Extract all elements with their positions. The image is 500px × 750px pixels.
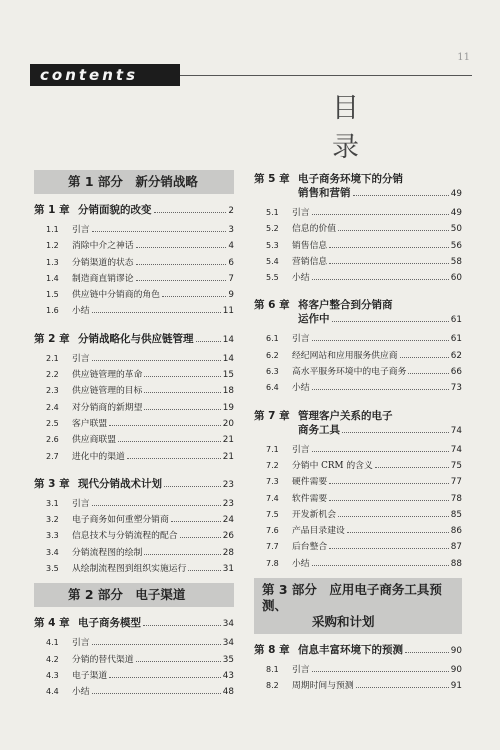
dot-leader <box>329 483 449 484</box>
section-number: 5.3 <box>266 240 279 250</box>
dot-leader <box>329 263 449 264</box>
toc-section-row[interactable] <box>254 662 462 678</box>
section-title: 软件需要 <box>292 493 328 504</box>
chapter-page: 74 <box>450 425 462 436</box>
section-number: 6.1 <box>266 334 279 344</box>
chapter-heading[interactable] <box>254 643 462 658</box>
chapter-heading[interactable] <box>34 203 234 218</box>
section-list <box>254 205 462 286</box>
section-title: 开发新机会 <box>292 509 336 520</box>
toc-section-row[interactable] <box>34 222 234 238</box>
section-number: 7.8 <box>266 558 279 568</box>
chapter-title-cont: 商务工具 <box>298 423 340 436</box>
section-list <box>34 222 234 320</box>
toc-section-row[interactable] <box>34 635 234 651</box>
section-title: 引言 <box>292 334 310 345</box>
section-list <box>34 635 234 700</box>
section-page: 21 <box>222 435 234 446</box>
chapter-heading[interactable] <box>34 477 234 492</box>
dot-leader <box>312 451 449 452</box>
section-page: 66 <box>450 367 462 378</box>
dot-leader <box>312 671 449 672</box>
part-heading-line1: 第 3 部分 应用电子商务工具预测、 <box>262 582 442 614</box>
section-title: 引言 <box>72 225 90 235</box>
part-heading: 第 1 部分 新分销战略 <box>34 170 234 194</box>
dot-leader <box>329 500 449 501</box>
chapter-title: 将客户整合到分销商 <box>298 299 393 312</box>
dot-leader <box>375 467 449 468</box>
chapter-title-cont: 运作中 <box>298 313 330 326</box>
section-number: 1.1 <box>46 225 59 234</box>
section-page: 49 <box>450 208 462 218</box>
chapter-title: 电子商务模型 <box>78 617 141 630</box>
section-page: 11 <box>222 306 234 317</box>
section-title: 引言 <box>292 444 310 455</box>
section-page: 21 <box>222 451 234 462</box>
chapter-title: 分销面貌的改变 <box>78 204 152 216</box>
chapter-number: 第 2 章 <box>34 332 70 345</box>
section-number: 2.4 <box>46 402 59 412</box>
section-number: 7.2 <box>266 460 279 470</box>
section-page: 15 <box>222 370 234 381</box>
page-title: 目 录 <box>332 93 399 163</box>
dot-leader <box>109 425 221 426</box>
toc-section-row[interactable] <box>254 556 462 572</box>
toc-section-row[interactable] <box>34 416 234 432</box>
dot-leader <box>347 532 449 533</box>
toc-section-row[interactable] <box>254 380 462 396</box>
section-title: 经纪网站和应用服务供应商 <box>292 350 398 361</box>
toc-section-row[interactable] <box>254 474 462 490</box>
toc-section-row[interactable] <box>34 400 234 416</box>
toc-section-row[interactable] <box>34 545 234 561</box>
dot-leader <box>136 661 221 662</box>
chapter-title: 电子商务环境下的分销 <box>298 173 403 185</box>
section-number: 2.2 <box>46 370 59 380</box>
section-page: 3 <box>228 225 234 235</box>
dot-leader <box>338 516 449 517</box>
dot-leader <box>136 264 227 265</box>
section-title: 销售信息 <box>292 240 328 251</box>
chapter-heading[interactable] <box>34 332 234 347</box>
toc-section-row[interactable] <box>34 271 234 287</box>
section-title: 周期时间与预测 <box>292 681 354 692</box>
toc-section-row[interactable] <box>34 303 234 319</box>
dot-leader <box>400 357 449 358</box>
toc-section-row[interactable] <box>34 449 234 465</box>
section-page: 60 <box>450 273 462 284</box>
section-title: 电子商务如何重塑分销商 <box>72 515 169 526</box>
section-page: 78 <box>450 493 462 504</box>
section-page: 48 <box>222 687 234 698</box>
section-number: 5.1 <box>266 208 279 217</box>
section-number: 7.3 <box>266 477 279 487</box>
section-page: 35 <box>222 654 234 665</box>
chapter-heading[interactable] <box>254 298 462 327</box>
section-number: 7.1 <box>266 444 279 454</box>
section-title: 引言 <box>72 498 90 509</box>
toc-section-row[interactable] <box>34 367 234 383</box>
section-page: 31 <box>222 564 234 575</box>
dot-leader <box>312 565 449 566</box>
dot-leader <box>338 230 449 231</box>
section-title: 引言 <box>72 638 90 649</box>
toc-section-row[interactable] <box>34 684 234 700</box>
dot-leader <box>92 231 227 232</box>
section-title: 引言 <box>72 353 90 364</box>
chapter-page: 49 <box>450 189 462 199</box>
dot-leader <box>109 677 221 678</box>
dot-leader <box>92 644 221 645</box>
toc-section-row[interactable] <box>34 652 234 668</box>
dot-leader <box>118 441 221 442</box>
section-page: 43 <box>222 670 234 681</box>
toc-section-row[interactable] <box>34 255 234 271</box>
chapter-number: 第 6 章 <box>254 299 290 312</box>
section-number: 6.3 <box>266 367 279 377</box>
section-title: 高水平服务环境中的电子商务 <box>292 367 407 378</box>
dot-leader <box>162 296 226 297</box>
toc-section-row[interactable] <box>34 383 234 399</box>
page-number: 11 <box>457 52 470 63</box>
section-number: 5.2 <box>266 224 279 234</box>
section-page: 77 <box>450 477 462 488</box>
section-number: 7.5 <box>266 509 279 519</box>
section-number: 5.5 <box>266 273 279 283</box>
toc-section-row[interactable] <box>254 442 462 458</box>
chapter-number: 第 3 章 <box>34 477 70 490</box>
section-number: 5.4 <box>266 256 279 266</box>
toc-section-row[interactable] <box>254 678 462 694</box>
section-page: 9 <box>228 290 234 301</box>
section-list <box>254 331 462 396</box>
chapter-page: 2 <box>228 206 234 216</box>
dot-leader <box>92 505 221 506</box>
section-page: 4 <box>228 241 234 252</box>
section-number: 3.5 <box>46 564 59 574</box>
section-title: 营销信息 <box>292 256 328 267</box>
section-title: 信息技术与分销流程的配合 <box>72 531 178 542</box>
section-page: 74 <box>450 444 462 455</box>
section-page: 50 <box>450 224 462 235</box>
section-title: 分销中 CRM 的含义 <box>292 460 373 471</box>
chapter-number: 第 8 章 <box>254 644 290 657</box>
section-title: 后台整合 <box>292 542 328 553</box>
section-title: 引言 <box>292 665 310 676</box>
toc-section-row[interactable] <box>34 668 234 684</box>
chapter-heading[interactable] <box>254 409 462 438</box>
dot-leader <box>329 247 449 248</box>
dot-leader <box>312 389 449 390</box>
dot-leader <box>92 312 221 313</box>
part-heading <box>254 578 462 634</box>
chapter-number: 第 5 章 <box>254 173 290 185</box>
toc-section-row[interactable] <box>254 539 462 555</box>
section-number: 1.4 <box>46 273 59 283</box>
section-list <box>34 351 234 465</box>
dot-leader <box>312 340 449 341</box>
toc-section-row[interactable] <box>34 238 234 254</box>
section-number: 1.6 <box>46 306 59 316</box>
section-number: 4.4 <box>46 687 59 697</box>
section-page: 14 <box>222 353 234 364</box>
section-page: 28 <box>222 547 234 558</box>
chapter-number: 第 7 章 <box>254 409 290 422</box>
section-page: 24 <box>222 515 234 526</box>
toc-section-row[interactable] <box>34 287 234 303</box>
section-number: 8.2 <box>266 681 279 691</box>
toc-section-row[interactable] <box>254 238 462 254</box>
section-number: 3.3 <box>46 531 59 541</box>
section-title: 供应链管理的革命 <box>72 370 143 381</box>
toc-section-row[interactable] <box>254 270 462 286</box>
section-title: 供应链中分销商的角色 <box>72 290 160 301</box>
toc-section-row[interactable] <box>254 491 462 507</box>
section-number: 6.4 <box>266 383 279 393</box>
toc-section-row[interactable] <box>254 205 462 221</box>
section-title: 小结 <box>292 383 310 394</box>
section-number: 8.1 <box>266 665 279 675</box>
dot-leader <box>136 280 227 281</box>
chapter-title-cont: 销售和营销 <box>298 187 351 199</box>
section-page: 34 <box>222 638 234 649</box>
section-page: 88 <box>450 558 462 569</box>
toc-section-row[interactable] <box>254 364 462 380</box>
toc-section-row[interactable] <box>254 458 462 474</box>
dot-leader <box>408 373 448 374</box>
part-heading-line2: 采购和计划 <box>312 614 375 630</box>
chapter-heading[interactable] <box>254 172 462 201</box>
section-page: 91 <box>450 681 462 692</box>
section-page: 56 <box>450 240 462 251</box>
section-number: 7.4 <box>266 493 279 503</box>
section-title: 硬件需要 <box>292 477 328 488</box>
section-page: 75 <box>450 460 462 471</box>
section-page: 58 <box>450 256 462 267</box>
section-list <box>254 662 462 695</box>
toc-section-row[interactable] <box>254 221 462 237</box>
chapter-heading[interactable] <box>34 616 234 631</box>
section-title: 小结 <box>72 687 90 698</box>
section-page: 87 <box>450 542 462 553</box>
section-list <box>254 442 462 572</box>
section-title: 信息的价值 <box>292 224 336 235</box>
dot-leader <box>312 214 449 215</box>
toc-section-row[interactable] <box>34 561 234 577</box>
chapter-page: 61 <box>450 315 462 326</box>
section-number: 4.3 <box>46 670 59 680</box>
toc-section-row[interactable] <box>34 512 234 528</box>
section-page: 19 <box>222 402 234 413</box>
section-list <box>34 496 234 577</box>
section-title: 对分销商的新期望 <box>72 402 143 413</box>
chapter-number: 第 4 章 <box>34 617 70 630</box>
dot-leader <box>171 521 221 522</box>
section-page: 23 <box>222 498 234 509</box>
section-title: 小结 <box>292 273 310 284</box>
section-title: 进化中的渠道 <box>72 451 125 462</box>
section-number: 1.3 <box>46 257 59 267</box>
section-number: 2.7 <box>46 451 59 461</box>
section-title: 客户联盟 <box>72 418 108 429</box>
section-number: 7.7 <box>266 542 279 552</box>
section-page: 62 <box>450 350 462 361</box>
toc-section-row[interactable] <box>34 528 234 544</box>
dot-leader <box>312 279 449 280</box>
section-page: 18 <box>222 386 234 397</box>
dot-leader <box>92 360 221 361</box>
section-number: 1.5 <box>46 290 59 300</box>
chapter-page: 90 <box>450 646 462 657</box>
section-page: 85 <box>450 509 462 520</box>
section-page: 7 <box>228 273 234 284</box>
dot-leader <box>127 458 221 459</box>
section-number: 1.2 <box>46 241 59 251</box>
section-title: 供应商联盟 <box>72 435 116 446</box>
chapter-title: 管理客户关系的电子 <box>298 409 393 422</box>
section-page: 6 <box>228 257 234 268</box>
dot-leader <box>356 687 449 688</box>
dot-leader <box>144 409 220 410</box>
chapter-title: 分销战略化与供应链管理 <box>78 332 194 345</box>
chapter-number: 第 1 章 <box>34 204 70 216</box>
section-title: 分销渠道的状态 <box>72 257 134 268</box>
section-number: 4.2 <box>46 654 59 664</box>
toc-right-column <box>254 170 462 695</box>
section-page: 73 <box>450 383 462 394</box>
section-title: 制造商直销谬论 <box>72 273 134 284</box>
dot-leader <box>144 392 220 393</box>
chapter-page: 34 <box>222 619 234 630</box>
section-number: 3.4 <box>46 547 59 557</box>
section-title: 消除中介之神话 <box>72 241 134 252</box>
part-heading: 第 2 部分 电子渠道 <box>34 583 234 607</box>
toc-section-row[interactable] <box>254 507 462 523</box>
section-title: 电子渠道 <box>72 670 108 681</box>
section-page: 61 <box>450 334 462 345</box>
section-number: 2.5 <box>46 418 59 428</box>
section-number: 3.1 <box>46 498 59 508</box>
toc-section-row[interactable] <box>34 496 234 512</box>
header-rule <box>180 75 472 76</box>
dot-leader <box>188 570 220 571</box>
section-title: 小结 <box>292 558 310 569</box>
chapter-page: 14 <box>222 334 234 345</box>
toc-section-row[interactable] <box>254 523 462 539</box>
section-title: 小结 <box>72 306 90 317</box>
dot-leader <box>144 554 220 555</box>
section-number: 3.2 <box>46 515 59 525</box>
dot-leader <box>92 693 221 694</box>
dot-leader <box>144 376 220 377</box>
toc-section-row[interactable] <box>34 432 234 448</box>
toc-section-row[interactable] <box>254 254 462 270</box>
section-number: 7.6 <box>266 526 279 536</box>
section-title: 从绘制流程图到组织实施运行 <box>72 564 187 575</box>
section-number: 2.1 <box>46 353 59 363</box>
section-page: 26 <box>222 531 234 542</box>
section-number: 6.2 <box>266 350 279 360</box>
section-page: 90 <box>450 665 462 676</box>
section-title: 供应链管理的目标 <box>72 386 143 397</box>
section-page: 86 <box>450 526 462 537</box>
chapter-title: 现代分销战术计划 <box>78 477 162 490</box>
chapter-title: 信息丰富环境下的预测 <box>298 644 403 657</box>
section-title: 产品目录建设 <box>292 526 345 537</box>
toc-section-row[interactable] <box>254 331 462 347</box>
toc-left-column <box>34 170 234 701</box>
dot-leader <box>136 247 227 248</box>
section-number: 4.1 <box>46 638 59 648</box>
section-page: 20 <box>222 418 234 429</box>
section-title: 分销流程图的绘制 <box>72 547 143 558</box>
section-number: 2.6 <box>46 435 59 445</box>
section-title: 分销的替代渠道 <box>72 654 134 665</box>
contents-banner: contents <box>30 64 180 86</box>
toc-section-row[interactable] <box>254 348 462 364</box>
toc-section-row[interactable] <box>34 351 234 367</box>
section-number: 2.3 <box>46 386 59 396</box>
dot-leader <box>329 548 449 549</box>
dot-leader <box>180 537 221 538</box>
section-title: 引言 <box>292 208 310 218</box>
chapter-page: 23 <box>222 479 234 490</box>
